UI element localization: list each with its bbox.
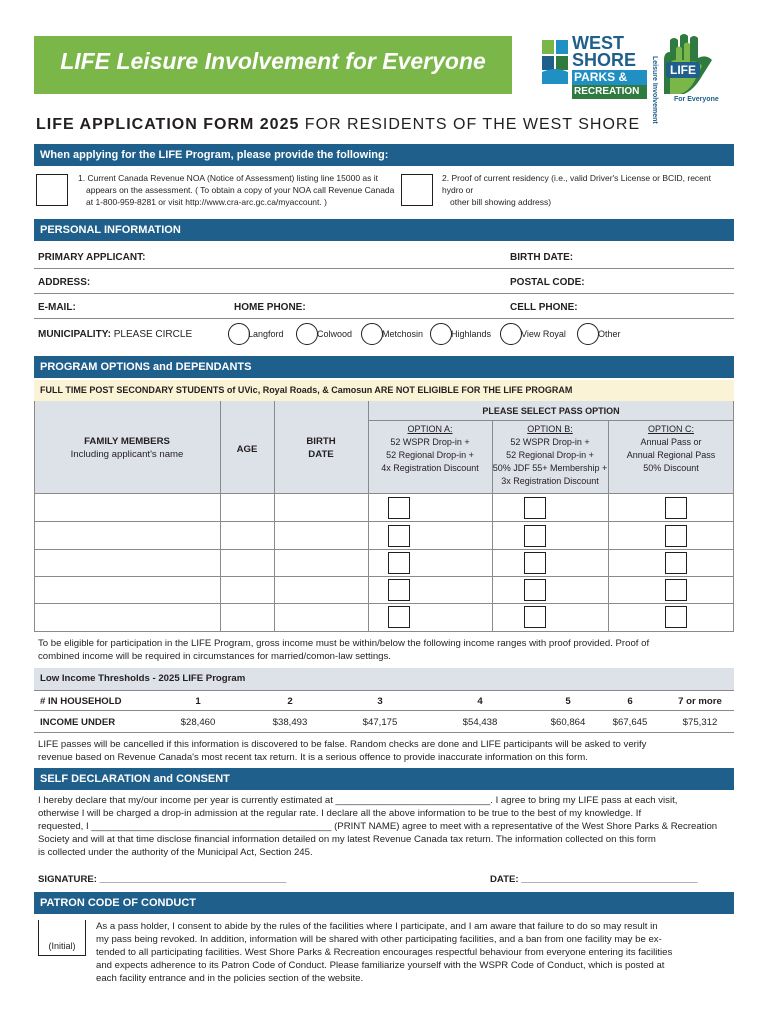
residency-checkbox[interactable] — [401, 174, 433, 206]
age-header: AGE — [236, 444, 258, 455]
municipality-circle-metchosin[interactable] — [361, 323, 383, 345]
west-shore-logo — [540, 34, 650, 100]
row2-option-c-checkbox[interactable] — [665, 525, 687, 547]
table-rule — [34, 576, 734, 577]
household-4: 4 — [477, 696, 483, 707]
eligibility-text: To be eligible for participation in the LIFE Program, gross income must be within/below the following income ranges with proof provided. Proof of combined income will be required in circumstances for married/comon-law settings. — [38, 638, 650, 662]
option-a-header: OPTION A: 52 WSPR Drop-in + 52 Regional Drop-in + 4x Registration Discount — [381, 424, 479, 473]
life-logo — [650, 32, 738, 124]
table-rule — [608, 420, 609, 632]
self-declaration-header: SELF DECLARATION and CONSENT — [34, 768, 734, 790]
requirement-noa: 1. Current Canada Revenue NOA (Notice of Assessment) listing line 15000 as it appears on the assessment. ( To obtain a copy of your NOA call Revenue Canada at 1-800-959-8281 or visit http://www.cra-arc.gc.ca/myaccount. ) — [78, 173, 395, 207]
signature-field[interactable]: SIGNATURE: ___________________________________ — [38, 874, 287, 885]
requirements-row — [34, 168, 734, 214]
header-banner — [34, 36, 512, 94]
primary-applicant-label: PRIMARY APPLICANT: — [38, 252, 146, 263]
requirement-residency: 2. Proof of current residency (i.e., valid Driver's License or BCID, recent hydro or other bill showing address) — [442, 173, 712, 207]
address-label: ADDRESS: — [38, 277, 91, 288]
family-members-header: FAMILY MEMBERS Including applicant's name — [70, 436, 184, 460]
income-6: $67,645 — [612, 717, 648, 728]
municipality-view-royal: View Royal — [521, 329, 566, 339]
banner-title: LIFE Leisure Involvement for Everyone — [60, 48, 486, 74]
initial-label: (Initial) — [48, 941, 76, 951]
income-5: $60,864 — [550, 717, 586, 728]
row-applicant[interactable] — [34, 244, 734, 269]
postal-code-label: POSTAL CODE: — [510, 277, 585, 288]
birth-date-label: BIRTH DATE: — [510, 252, 574, 263]
cell-phone-label: CELL PHONE: — [510, 302, 578, 313]
dependants-table — [34, 401, 734, 632]
row1-option-b-checkbox[interactable] — [524, 497, 546, 519]
table-rule — [34, 401, 35, 632]
student-ineligible-notice: FULL TIME POST SECONDARY STUDENTS of UVic, Royal Roads, & Camosun ARE NOT ELIGIBLE FOR THE LIFE PROGRAM — [34, 380, 734, 401]
home-phone-label: HOME PHONE: — [234, 302, 306, 313]
cancellation-text: LIFE passes will be cancelled if this information is discovered to be false. Random checks are done and LIFE participants will be asked to verify revenue based on Revenue Canada's most recent tax return. It is a serious offence to provide inaccurate information on this form. — [38, 739, 647, 763]
household-7: 7 or more — [678, 696, 722, 707]
form-title — [36, 116, 640, 134]
household-6: 6 — [627, 696, 633, 707]
table-rule — [34, 631, 734, 632]
life-tagline: For Everyone — [674, 96, 719, 103]
logo-west-text: WEST — [572, 33, 624, 53]
row4-option-b-checkbox[interactable] — [524, 579, 546, 601]
table-rule — [274, 401, 275, 632]
household-2: 2 — [287, 696, 293, 707]
requirements-header: When applying for the LIFE Program, please provide the following: — [34, 144, 734, 166]
income-2: $38,493 — [272, 717, 308, 728]
code-of-conduct-header: PATRON CODE OF CONDUCT — [34, 892, 734, 914]
household-3: 3 — [377, 696, 383, 707]
logo-recreation-text: RECREATION — [572, 85, 647, 99]
income-7: $75,312 — [682, 717, 718, 728]
municipality-highlands: Highlands — [451, 329, 492, 339]
logo-parks-text: PARKS & — [572, 70, 647, 85]
form-title-rest: FOR RESIDENTS OF THE WEST SHORE — [299, 116, 641, 133]
row5-option-b-checkbox[interactable] — [524, 606, 546, 628]
row2-option-a-checkbox[interactable] — [388, 525, 410, 547]
income-3: $47,175 — [362, 717, 398, 728]
municipality-circle-view-royal[interactable] — [500, 323, 522, 345]
income-1: $28,460 — [180, 717, 216, 728]
table-rule — [34, 549, 734, 550]
west-shore-mark-icon — [540, 36, 570, 88]
household-label: # IN HOUSEHOLD — [40, 696, 122, 707]
table-rule — [492, 420, 493, 632]
income-thresholds-title: Low Income Thresholds - 2025 LIFE Program — [34, 668, 734, 690]
life-badge-text: LIFE — [666, 62, 700, 78]
option-b-header: OPTION B: 52 WSPR Drop-in + 52 Regional Drop-in + 50% JDF 55+ Membership + 3x Registration Discount — [492, 424, 608, 486]
row2-option-b-checkbox[interactable] — [524, 525, 546, 547]
row1-option-c-checkbox[interactable] — [665, 497, 687, 519]
form-title-bold: LIFE APPLICATION FORM 2025 — [36, 116, 300, 133]
row3-option-c-checkbox[interactable] — [665, 552, 687, 574]
table-rule — [733, 401, 734, 632]
row3-option-a-checkbox[interactable] — [388, 552, 410, 574]
life-side-text: Leisure Involvement — [651, 56, 658, 124]
birth-date-header: BIRTH DATE — [306, 436, 336, 460]
row4-option-a-checkbox[interactable] — [388, 579, 410, 601]
municipality-circle-other[interactable] — [577, 323, 599, 345]
option-c-header: OPTION C: Annual Pass or Annual Regional Pass 50% Discount — [626, 424, 716, 473]
income-label: INCOME UNDER — [40, 717, 116, 728]
table-rule — [368, 420, 734, 421]
row5-option-c-checkbox[interactable] — [665, 606, 687, 628]
municipality-circle-langford[interactable] — [228, 323, 250, 345]
household-5: 5 — [565, 696, 571, 707]
municipality-langford: Langford — [248, 329, 284, 339]
municipality-other: Other — [598, 329, 621, 339]
select-pass-option-label: PLEASE SELECT PASS OPTION — [482, 406, 620, 416]
row4-option-c-checkbox[interactable] — [665, 579, 687, 601]
income-4: $54,438 — [462, 717, 498, 728]
household-row — [34, 690, 734, 711]
date-field[interactable]: DATE: _________________________________ — [490, 874, 698, 885]
table-rule — [34, 603, 734, 604]
email-label: E-MAIL: — [38, 302, 76, 313]
logo-shore-text: SHORE — [572, 50, 637, 70]
program-options-header: PROGRAM OPTIONS and DEPENDANTS — [34, 356, 734, 378]
conduct-text: As a pass holder, I consent to abide by the rules of the facilities where I participate, and I am aware that failure to do so may result in my pass being revoked. In addition, information will be shared with other participating facilities, and a ban from one facility may be ex- tended to all participating facilities. West Shore Parks & Recreation encourages respectful behaviour from everyone entering its facilities and expects adherence to its Patron Code of Conduct. Please familiarize yourself with the WSPR Code of Conduct, which is posted at each facility entrance and in the policies section of the website. — [96, 921, 673, 984]
noa-checkbox[interactable] — [36, 174, 68, 206]
municipality-metchosin: Metchosin — [382, 329, 424, 339]
table-rule — [220, 401, 221, 632]
personal-info-header: PERSONAL INFORMATION — [34, 219, 734, 241]
income-row — [34, 712, 734, 733]
municipality-colwood: Colwood — [317, 329, 353, 339]
row1-option-a-checkbox[interactable] — [388, 497, 410, 519]
row-municipality — [34, 321, 734, 346]
municipality-circle-highlands[interactable] — [430, 323, 452, 345]
table-rule — [34, 521, 734, 522]
declaration-text[interactable]: I hereby declare that my/our income per year is currently estimated at _____________________________. I agree to bring my LIFE pass at each visit, otherwise I will be charged a drop-in admission at the regular rate. I declare all the above information to be true to the best of my knowledge. If requested, I _____________________________________________ (PRINT NAME) agree to meet with a representative of the West Shore Parks & Recreation Society and will at that time disclose financial information detailed on my latest Revenue Canada tax return. The information collected on this form is collected under the authority of the Municipal Act, Section 245. — [38, 795, 718, 858]
household-1: 1 — [195, 696, 201, 707]
municipality-circle-colwood[interactable] — [296, 323, 318, 345]
row3-option-b-checkbox[interactable] — [524, 552, 546, 574]
row5-option-a-checkbox[interactable] — [388, 606, 410, 628]
municipality-label: MUNICIPALITY: PLEASE CIRCLE — [38, 329, 193, 340]
table-rule — [368, 401, 369, 632]
row-contact[interactable] — [34, 294, 734, 319]
table-rule — [34, 493, 734, 494]
row-address[interactable] — [34, 269, 734, 294]
